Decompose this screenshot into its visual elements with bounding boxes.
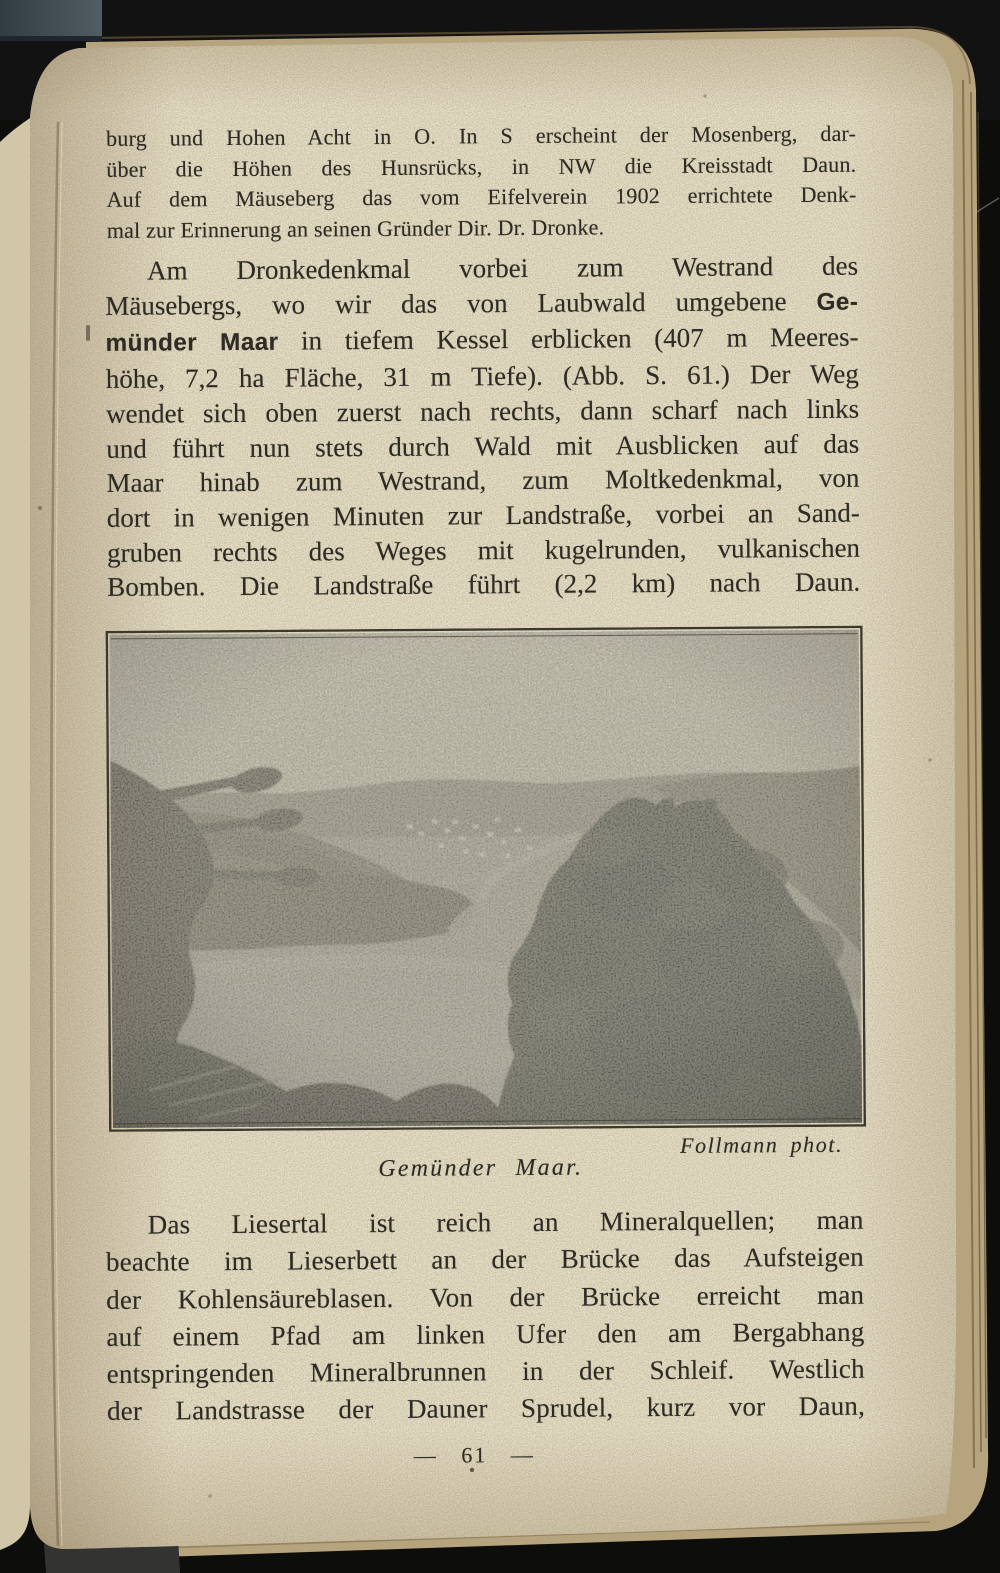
- text-line: der Kohlensäureblasen. Von der Brücke erreicht man: [106, 1279, 865, 1315]
- text-line: mal zur Erinnerung an seinen Gründer Dir. Dr. Dronke.: [106, 214, 605, 243]
- maar-photo-art: [106, 626, 866, 1132]
- text-line: münder Maar in tiefem Kessel erblicken (407 m Meeres-: [105, 322, 859, 358]
- text-line: dort in wenigen Minuten zur Landstraße, vorbei an Sand-: [106, 497, 860, 533]
- text-line: Am Dronkedenkmal vorbei zum Westrand des: [146, 250, 859, 286]
- page-number: — 61 —: [413, 1441, 535, 1468]
- text-line: gruben rechts des Weges mit kugelrunden, vulkanischen: [106, 532, 861, 568]
- text-line: und führt nun stets durch Wald mit Ausblicken auf das: [106, 428, 860, 464]
- text-line: Mäusebergs, wo wir das von Laubwald umgebene Ge-: [105, 285, 859, 321]
- text-line: wendet sich oben zuerst nach rechts, dann scharf nach links: [105, 393, 860, 429]
- photograph-gemuender-maar: [106, 626, 866, 1132]
- photo-caption: Gemünder Maar.: [378, 1154, 584, 1183]
- text-line: entspringenden Mineralbrunnen in der Schleif. Westlich: [106, 1353, 865, 1390]
- text-line: burg und Hohen Acht in O. In S erscheint der Mosenberg, dar-: [106, 120, 857, 151]
- text-line: Das Liesertal ist reich an Mineralquellen; man: [147, 1204, 864, 1240]
- paragraph-intro: [106, 119, 857, 247]
- text-line: beachte im Lieserbett an der Brücke das Aufsteigen: [105, 1241, 865, 1278]
- text-line: der Landstrasse der Dauner Sprudel, kurz vor Daun,: [106, 1391, 866, 1427]
- paragraph-gemuender-maar: [105, 249, 860, 605]
- text-line: höhe, 7,2 ha Fläche, 31 m Tiefe). (Abb. S. 61.) Der Weg: [105, 358, 859, 395]
- text-line: über die Höhen des Hunsrücks, in NW die Kreisstadt Daun.: [106, 151, 857, 182]
- text-line: auf einem Pfad am linken Ufer den am Bergabhang: [106, 1316, 865, 1352]
- text-line: Maar hinab zum Westrand, zum Moltkedenkmal, von: [106, 462, 860, 499]
- photo-credit: Follmann phot.: [679, 1131, 844, 1158]
- text-line: Bomben. Die Landstraße führt (2,2 km) nach Daun.: [107, 566, 861, 603]
- paragraph-liesertal: [106, 1202, 866, 1431]
- text-line: Auf dem Mäuseberg das vom Eifelverein 1902 errichtete Denk-: [106, 181, 857, 213]
